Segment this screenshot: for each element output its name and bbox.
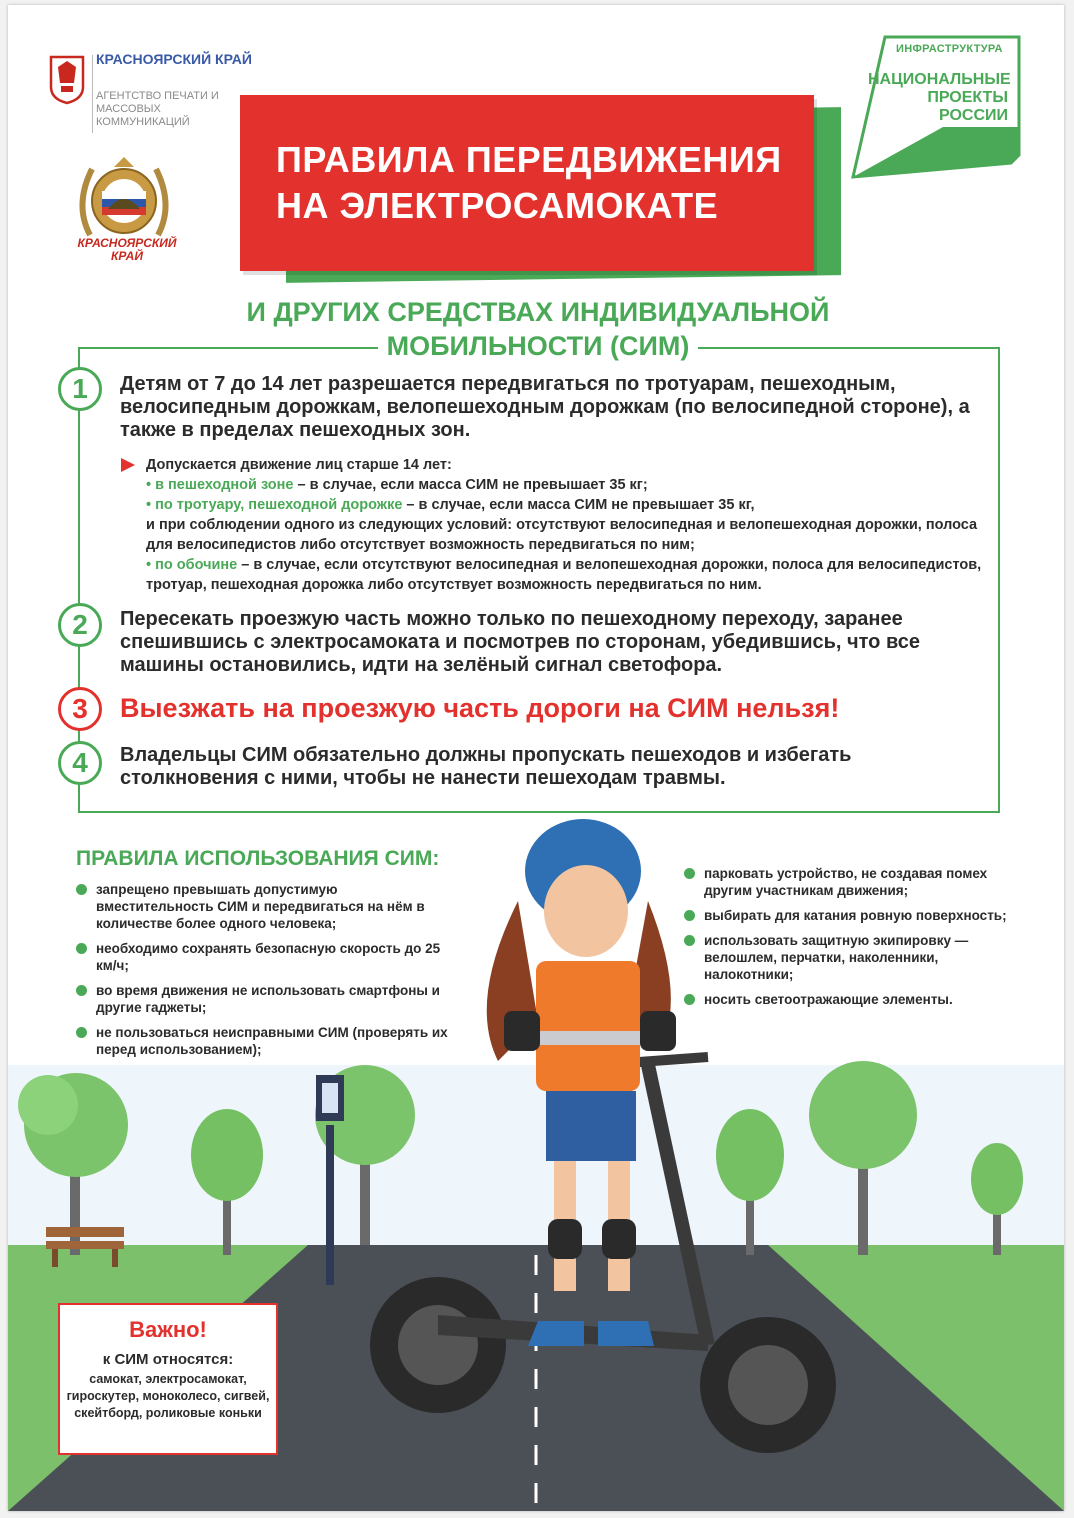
details-item-2 <box>146 495 996 515</box>
details-item-1 <box>146 475 996 495</box>
poster <box>8 5 1064 1511</box>
bullet-icon <box>76 985 87 996</box>
list-item-text: запрещено превышать допустимую вместительность СИМ и передвигаться на нём в количестве более одного человека; <box>96 882 425 931</box>
subtitle-line-2: МОБИЛЬНОСТИ (СИМ) <box>386 331 690 361</box>
list-item-text: носить светоотражающие элементы. <box>704 992 953 1007</box>
bullet-icon <box>684 994 695 1005</box>
rule-1-text: Детям от 7 до 14 лет разрешается передвигаться по тротуарам, пешеходным, велосипедным дорожкам, велопешеходным дорожкам (по велосипедной стороне), а также в пределах пешеходных зон. <box>120 373 970 441</box>
title-line-1: ПРАВИЛА ПЕРЕДВИЖЕНИЯ <box>276 139 782 180</box>
list-item-text: во время движения не использовать смартфоны и другие гаджеты; <box>96 983 440 1015</box>
list-item <box>76 881 456 932</box>
details-item-2-key: по тротуару, пешеходной дорожке <box>155 497 403 513</box>
list-item <box>684 991 1014 1008</box>
national-projects-title: НАЦИОНАЛЬНЫЕ ПРОЕКТЫ РОССИИ <box>868 71 1011 124</box>
details-item-3-text: – в случае, если отсутствуют велосипедная и велопешеходная дорожки, полоса для велосипедистов, тротуар, пешеходная дорожка либо отсутствует возможность передвигаться по ним. <box>146 557 982 593</box>
rule-2-text: Пересекать проезжую часть можно только по пешеходному переходу, заранее спешившись с электросамоката и посмотрев по сторонам, убедившись, что все машины остановились, идти на зелёный сигнал светофора. <box>120 608 920 676</box>
safety-vest-icon <box>536 961 640 1091</box>
bullet-icon <box>684 935 695 946</box>
details-item-2-text: – в случае, если масса СИМ не превышает 35 кг, <box>402 497 755 513</box>
important-box <box>58 1303 278 1455</box>
bullet-icon <box>684 910 695 921</box>
bullet-icon <box>76 1027 87 1038</box>
list-item-text: парковать устройство, не создавая помех другим участникам движения; <box>704 866 988 898</box>
list-item-text: не пользоваться неисправными СИМ (проверять их перед использованием); <box>96 1025 448 1057</box>
logo-divider <box>92 55 93 133</box>
page-title <box>276 137 796 229</box>
details-item-2-cont: и при соблюдении одного из следующих условий: отсутствуют велосипедная и велопешеходная дорожки, полоса для велосипедистов либо отсутствует возможность передвигаться по ним; <box>146 517 978 553</box>
rule-number-3: 3 <box>58 687 102 731</box>
usage-rules-right <box>684 865 1014 1016</box>
details-item-1-text: – в случае, если масса СИМ не превышает 35 кг; <box>293 477 648 493</box>
list-item-text: выбирать для катания ровную поверхность; <box>704 908 1007 923</box>
frame-top-left <box>78 347 378 349</box>
important-text: самокат, электросамокат, гироскутер, моноколесо, сигвей, скейтборд, роликовые коньки <box>66 1372 270 1420</box>
list-item <box>76 1024 456 1058</box>
subtitle-line-1: И ДРУГИХ СРЕДСТВАХ ИНДИВИДУАЛЬНОЙ <box>246 297 830 327</box>
rule-number-4: 4 <box>58 741 102 785</box>
region-name: КРАСНОЯРСКИЙ КРАЙ <box>96 51 252 67</box>
details-item-3 <box>146 555 996 595</box>
region-emblem-icon <box>48 53 86 105</box>
title-line-2: НА ЭЛЕКТРОСАМОКАТЕ <box>276 185 719 226</box>
rule-4-text: Владельцы СИМ обязательно должны пропускать пешеходов и избегать столкновения с ними, чтобы не нанести пешеходам травмы. <box>120 744 852 789</box>
important-title: Важно! <box>129 1317 207 1342</box>
arrow-icon <box>120 457 136 473</box>
list-item <box>76 982 456 1016</box>
usage-rules-title: ПРАВИЛА ИСПОЛЬЗОВАНИЯ СИМ: <box>76 847 440 870</box>
usage-rules-left <box>76 881 456 1066</box>
details-item-1-key: в пешеходной зоне <box>155 477 294 493</box>
rule-number-1: 1 <box>58 367 102 411</box>
details-item-3-key: по обочине <box>155 557 238 573</box>
rule-3-text: Выезжать на проезжую часть дороги на СИМ нельзя! <box>120 693 840 723</box>
bullet-icon <box>76 943 87 954</box>
list-item-text: использовать защитную экипировку — велошлем, перчатки, наколенники, налокотники; <box>704 933 969 982</box>
list-item <box>76 940 456 974</box>
important-subtitle: к СИМ относятся: <box>102 1351 234 1368</box>
bullet-icon <box>76 884 87 895</box>
national-projects-category: ИНФРАСТРУКТУРА <box>896 43 1003 55</box>
bullet-icon <box>684 868 695 879</box>
list-item <box>684 932 1014 983</box>
list-item-text: необходимо сохранять безопасную скорость до 25 км/ч; <box>96 941 441 973</box>
rule-1-details <box>146 455 996 595</box>
list-item <box>684 865 1014 899</box>
rule-number-2: 2 <box>58 603 102 647</box>
bullet-icon: • <box>146 477 156 493</box>
bullet-icon: • <box>146 557 156 573</box>
bullet-icon: • <box>146 497 156 513</box>
traffic-police-label: КРАСНОЯРСКИЙ КРАЙ <box>77 236 177 263</box>
list-item <box>684 907 1014 924</box>
details-intro: Допускается движение лиц старше 14 лет: <box>146 457 452 473</box>
frame-top-right <box>698 347 998 349</box>
agency-name: АГЕНТСТВО ПЕЧАТИ И МАССОВЫХ КОММУНИКАЦИЙ <box>96 90 219 128</box>
